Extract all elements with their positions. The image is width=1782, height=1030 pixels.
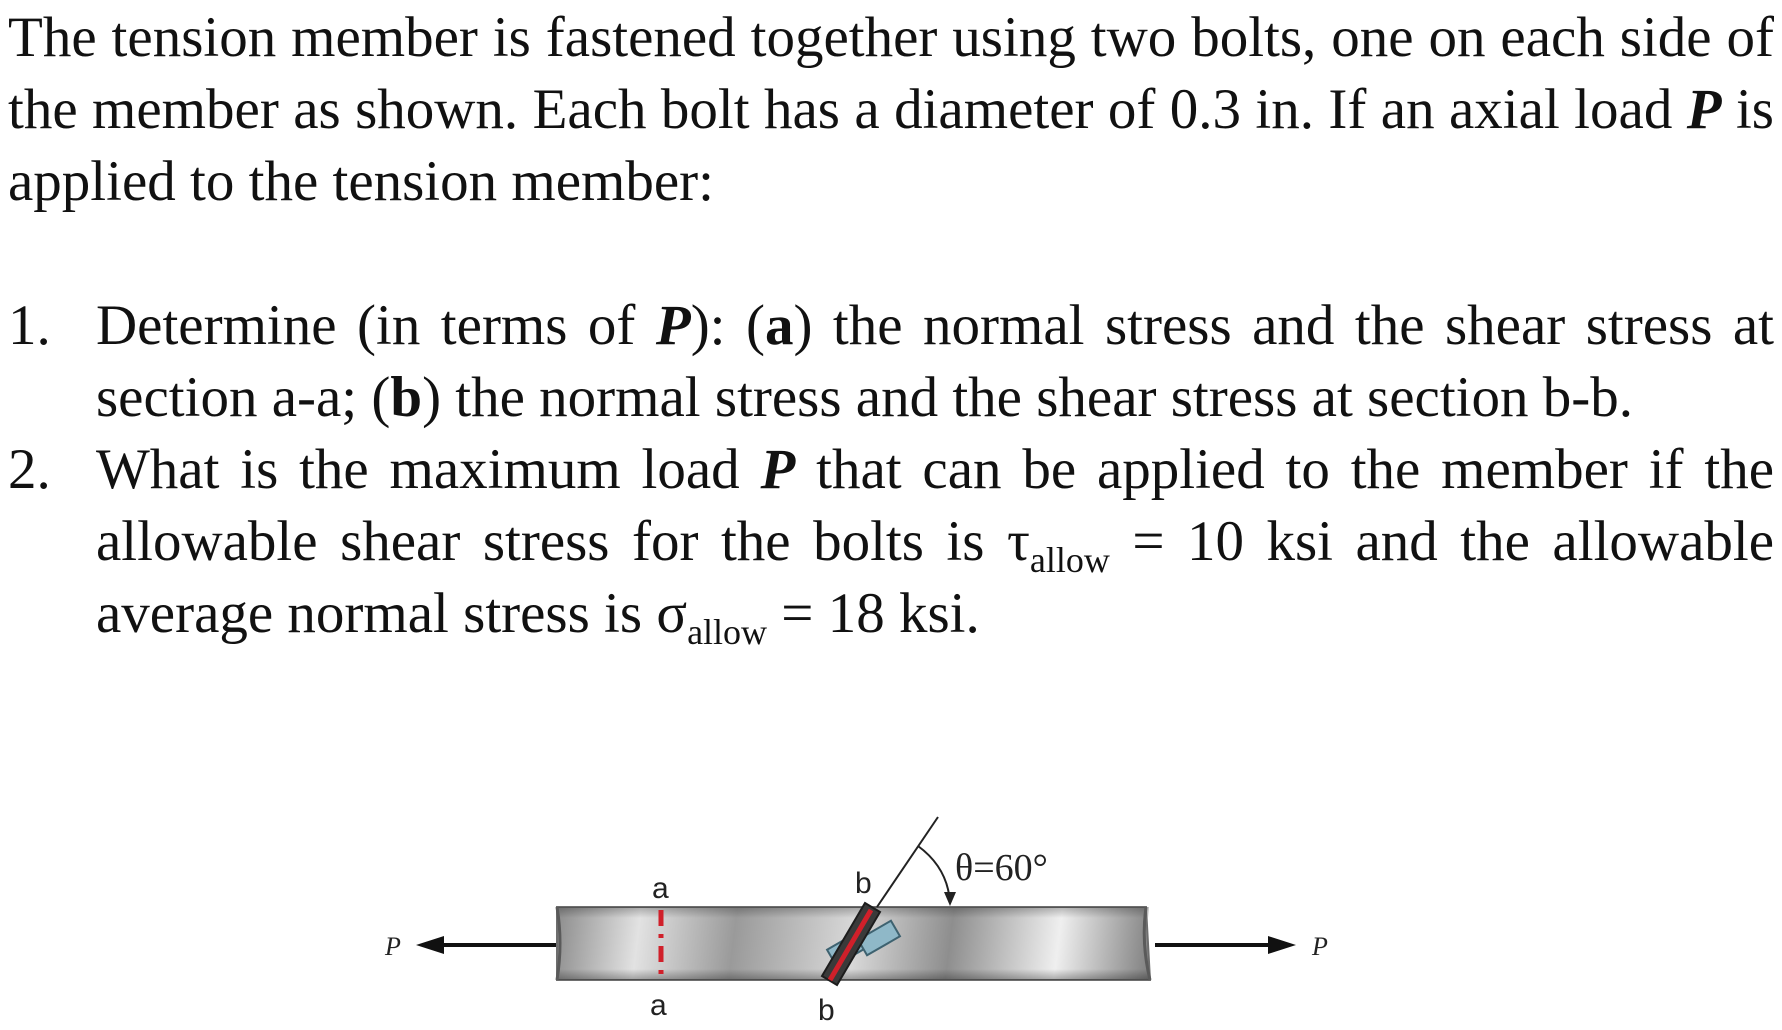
question-text: = 18 ksi. [767, 582, 980, 645]
left-arrow-head [416, 936, 444, 954]
question-text: ) the normal stress and the shear stress at section a-a; ( [96, 294, 1774, 429]
question-list [8, 290, 1774, 650]
load-label-left: P [385, 932, 401, 961]
intro-load-symbol: P [1686, 78, 1722, 141]
part-label-b: b [390, 366, 423, 429]
intro-text-2: is applied to the tension member: [8, 78, 1774, 213]
section-a-top-label: a [652, 872, 669, 905]
section-b-line [830, 910, 871, 980]
bar-right-end [1144, 907, 1150, 980]
question-text: ): ( [690, 294, 765, 357]
bar-edge-shading [557, 907, 1149, 980]
question-number: 2. [8, 438, 51, 501]
angle-arrow-head [944, 892, 956, 906]
bolt-assembly [822, 903, 900, 985]
question-item-1 [8, 290, 1774, 434]
section-b-top-label: b [855, 867, 872, 900]
load-symbol: P [760, 438, 796, 501]
tension-bar-body [557, 907, 1150, 980]
sigma-symbol: σ [656, 582, 688, 645]
question-item-2 [8, 434, 1774, 650]
intro-text-1: The tension member is fastened together using two bolts, one on each side of the member as shown. Each bolt has a diameter of 0.3 in. If an axial load [8, 6, 1774, 141]
question-text: Determine (in terms of [96, 294, 656, 357]
section-a-bottom-label: a [650, 989, 667, 1022]
load-label-right: P [1312, 932, 1328, 961]
bolt-nut-left [827, 931, 869, 966]
part-label-a: a [764, 294, 794, 357]
question-text: ) the normal stress and the shear stress at section b-b. [422, 366, 1633, 429]
splice-plate [822, 903, 880, 985]
question-text: What is the maximum load [96, 438, 761, 501]
load-symbol: P [655, 294, 691, 357]
bolt-nut-right [858, 921, 900, 956]
problem-intro [8, 2, 1774, 218]
question-number: 1. [8, 294, 51, 357]
tau-subscript: allow [1029, 540, 1110, 580]
right-arrow-head [1268, 936, 1296, 954]
bar-left-end [557, 907, 560, 980]
section-b-bottom-label: b [818, 994, 835, 1027]
angle-arc [918, 846, 950, 903]
angle-reference-line [877, 817, 938, 907]
sigma-subscript: allow [687, 612, 768, 652]
question-text: that can be applied to the member if the allowable shear stress for the bolts is [96, 438, 1774, 573]
question-text: = 10 ksi and the allowable average normal stress is [96, 510, 1774, 645]
angle-label: θ=60° [955, 847, 1048, 889]
tau-symbol: τ [1006, 510, 1030, 573]
